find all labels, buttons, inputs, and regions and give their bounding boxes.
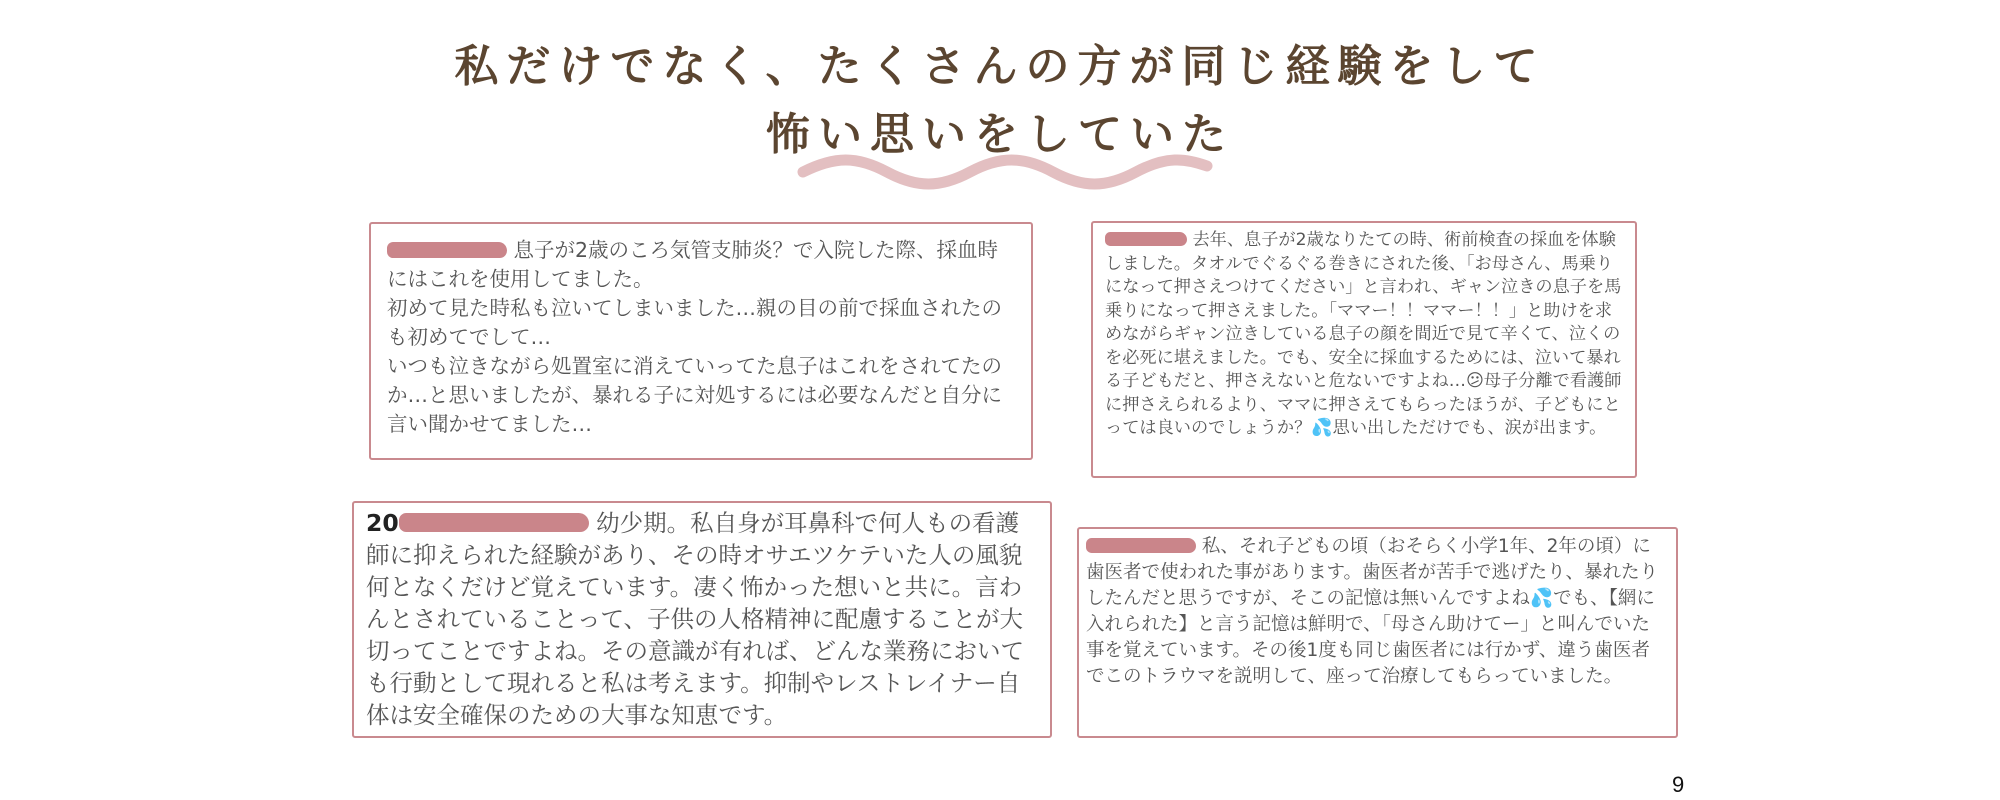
comment-card-2: [1091, 221, 1637, 478]
comment-card-3: [352, 501, 1052, 738]
redacted-username: [387, 238, 507, 262]
comment-card-1: [369, 222, 1033, 460]
comment-body: 息子が2歳のころ気管支肺炎？で入院した際、採血時にはこれを使用してました。 初めて見た時私も泣いてしまいました…親の目の前で採血されたのも初めてでして… いつも泣きながら処置室に消えていってた息子はこれをされてたのか…と思いましたが、暴れる子に対処するには必要なんだと自分に言い聞かせてました…: [387, 238, 1002, 436]
comment-text: [1105, 229, 1625, 441]
comment-text: [387, 236, 1017, 439]
comment-body-part1: 去年、息子が2歳なりたての時、術前検査の採血を体験しました。タオルでぐるぐる巻きにされた後、「お母さん、馬乗りになって押さえつけてください」と言われ、ギャン泣きの息子を馬乗りになって押さえました。「ママー！！ママー！！」と助けを求めながらギャン泣きしている息子の顔を間近で見て辛くて、泣くのを必死に堪えました。でも、安全に採血するためには、泣いて暴れる子どもだと、押さえないと危ないですよね…: [1105, 230, 1622, 391]
title-wavy-underline: [795, 152, 1215, 192]
page-number: 9: [1672, 772, 1685, 797]
slide-title-line-1: 私だけでなく、たくさんの方が同じ経験をして: [454, 41, 1546, 92]
comment-text: [366, 507, 1042, 731]
redacted-username: [1105, 232, 1187, 246]
comment-body: 幼少期。私自身が耳鼻科で何人もの看護師に抑えられた経験があり、その時オサエツケテいた人の風貌何となくだけど覚えています。凄く怖かった想いと共に。言わんとされていることって、子供の人格精神に配慮することが大切ってことですよね。その意識が有れば、どんな業務においても行動として現れると私は考えます。抑制やレストレイナー自体は安全確保のための大事な知恵です。: [366, 509, 1024, 729]
redacted-username: [399, 513, 589, 532]
comment-body-part2: でも、【網に入れられた】と言う記憶は鮮明で、「母さん助けてー」と叫んでいた事を覚えています。その後1度も同じ歯医者には行かず、違う歯医者でこのトラウマを説明して、座って治療してもらっていました。: [1086, 588, 1655, 687]
comment-text: [1086, 534, 1666, 690]
comment-body-part2: 母子分離で看護師に押さえられるより、ママに押さえてもらったほうが、子どもにとっては良いのでしょうか？: [1105, 371, 1622, 438]
comment-body-part3: 思い出しただけでも、涙が出ます。: [1332, 418, 1607, 438]
redacted-username: [1086, 538, 1196, 553]
sweat-drops-emoji-icon: 💦: [1530, 588, 1554, 609]
slide-title-line-2: 怖い思いをしていた: [766, 109, 1234, 160]
sweat-drops-emoji-icon: 💦: [1311, 418, 1333, 438]
comment-body-part1: 私、それ子どもの頃（おそらく小学1年、2年の頃）に歯医者で使われた事があります。歯医者が苦手で逃げたり、暴れたりしたんだと思うですが、そこの記憶は無いんですよね: [1086, 536, 1659, 609]
comment-card-4: [1077, 527, 1678, 738]
username-fragment: 20: [366, 509, 399, 537]
confused-face-emoji-icon: 😕: [1465, 371, 1484, 391]
